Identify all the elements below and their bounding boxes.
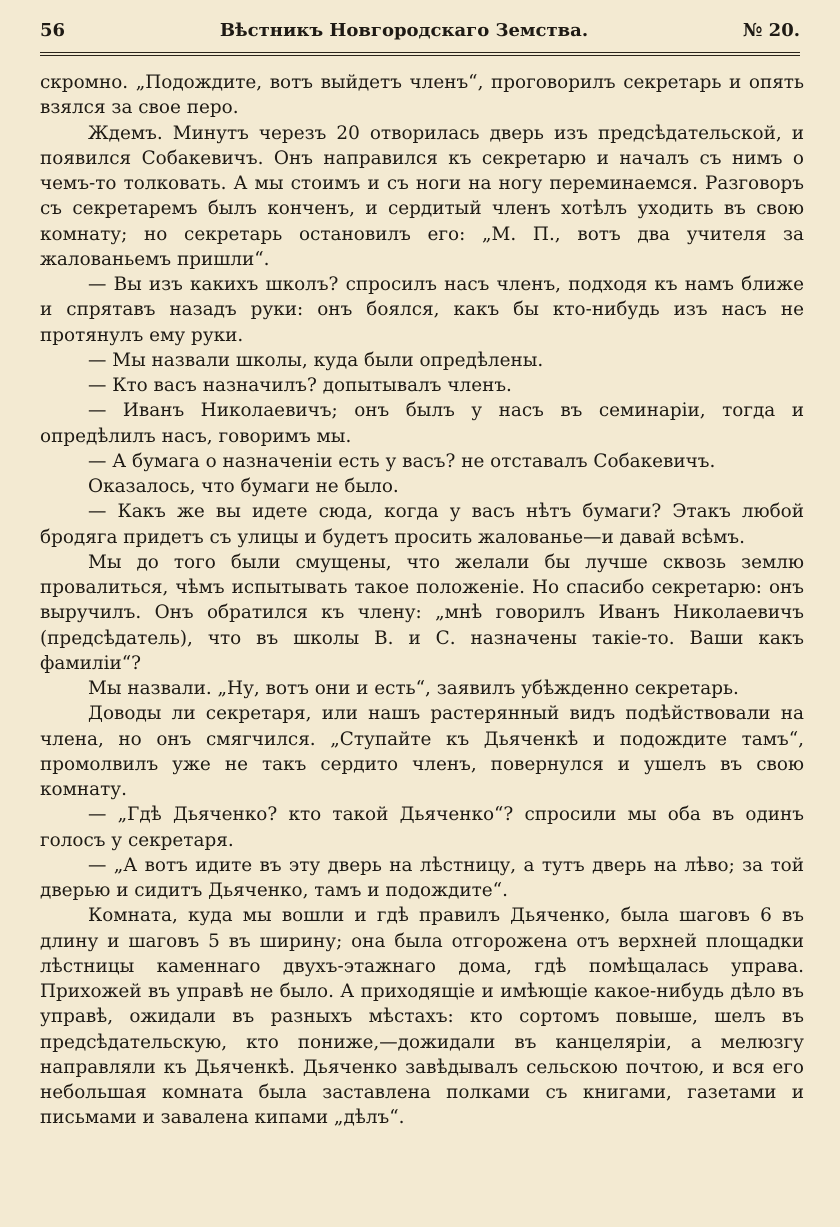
paragraph: — А бумага о назначеніи есть у васъ? не отставалъ Собакевичъ. [88, 450, 716, 472]
page-number: 56 [40, 20, 66, 41]
paragraph: Мы назвали. „Ну, вотъ они и есть“, заявилъ убѣжденно секретарь. [88, 678, 739, 699]
paragraph: — Иванъ Николаевичъ; онъ былъ у насъ въ семинаріи, тогда и опредѣлилъ насъ, говоримъ мы. [40, 400, 804, 447]
running-header [40, 20, 800, 50]
paragraph: — Вы изъ какихъ школъ? спросилъ насъ членъ, подходя къ намъ ближе и спрятавъ назадъ руки: онъ боялся, какъ бы кто-нибудь изъ насъ не протянулъ ему руки. [40, 274, 804, 346]
issue-number: № 20. [742, 20, 800, 41]
paragraph: — Какъ же вы идете сюда, когда у васъ нѣтъ бумаги? Этакъ любой бродяга придетъ съ улицы и будетъ просить жалованье—и давай всѣмъ. [40, 501, 804, 548]
paragraph: — Мы назвали школы, куда были опредѣлены. [88, 349, 544, 371]
header-rule [40, 52, 800, 53]
paragraph: — Кто васъ назначилъ? допытывалъ членъ. [88, 375, 512, 396]
paragraph: Доводы ли секретаря, или нашъ растерянный видъ подѣйствовали на члена, но онъ смягчился. „Ступайте къ Дьяченкѣ и подождите тамъ“, промолвилъ уже не такъ сердито членъ, повернулся и ушелъ въ свою комнату. [40, 703, 804, 800]
header-rule-thin [40, 55, 800, 56]
paragraph: Комната, куда мы вошли и гдѣ правилъ Дьяченко, была шаговъ 6 въ длину и шаговъ 5 въ ширину; она была отгорожена отъ верхней площадки лѣстницы каменнаго двухъ-этажнаго дома, гдѣ помѣщалась управа. Прихожей въ управѣ не было. А приходящіе и имѣющіе какое-нибудь дѣло въ управѣ, ожидали въ разныхъ мѣстахъ: кто сортомъ повыше, шелъ въ предсѣдательскую, кто пониже,—дожидали въ канцеляріи, а мелюзгу направляли къ Дьяченкѣ. Дьяченко завѣдывалъ сельскою почтою, и вся его небольшая комната была заставлена полками съ книгами, газетами и письмами и завалена кипами „дѣлъ“. [40, 905, 804, 1129]
paragraph: — „Гдѣ Дьяченко? кто такой Дьяченко“? спросили мы оба въ одинъ голосъ у секретаря. [40, 804, 804, 851]
paragraph: Оказалось, что бумаги не было. [88, 476, 399, 497]
paragraph: — „А вотъ идите въ эту дверь на лѣстницу, а тутъ дверь на лѣво; за той дверью и сидитъ Дьяченко, тамъ и подождите“. [40, 854, 804, 901]
paragraph: Ждемъ. Минутъ черезъ 20 отворилась дверь изъ предсѣдательской, и появился Собакевичъ. Онъ направился къ секретарю и началъ съ нимъ о чемъ-то толковать. А мы стоимъ и съ ноги на ногу переминаемся. Разговоръ съ секретаремъ былъ конченъ, и сердитый членъ хотѣлъ уходить въ свою комнату; но секретарь остановилъ его: „М. П., вотъ два учителя за жалованьемъ пришли“. [40, 122, 804, 270]
paragraph: скромно. „Подождите, вотъ выйдетъ членъ“, проговорилъ секретарь и опять взялся за свое перо. [40, 72, 804, 119]
paragraph: Мы до того были смущены, что желали бы лучше сквозь землю провалиться, чѣмъ испытывать такое положеніе. Но спасибо секретарю: онъ выручилъ. Онъ обратился къ члену: „мнѣ говорилъ Иванъ Николаевичъ (предсѣдатель), что въ школы В. и С. назначены такіе-то. Ваши какъ фамиліи“? [40, 551, 804, 674]
journal-title: Вѣстникъ Новгородскаго Земства. [219, 20, 589, 41]
body-text [40, 70, 804, 1131]
